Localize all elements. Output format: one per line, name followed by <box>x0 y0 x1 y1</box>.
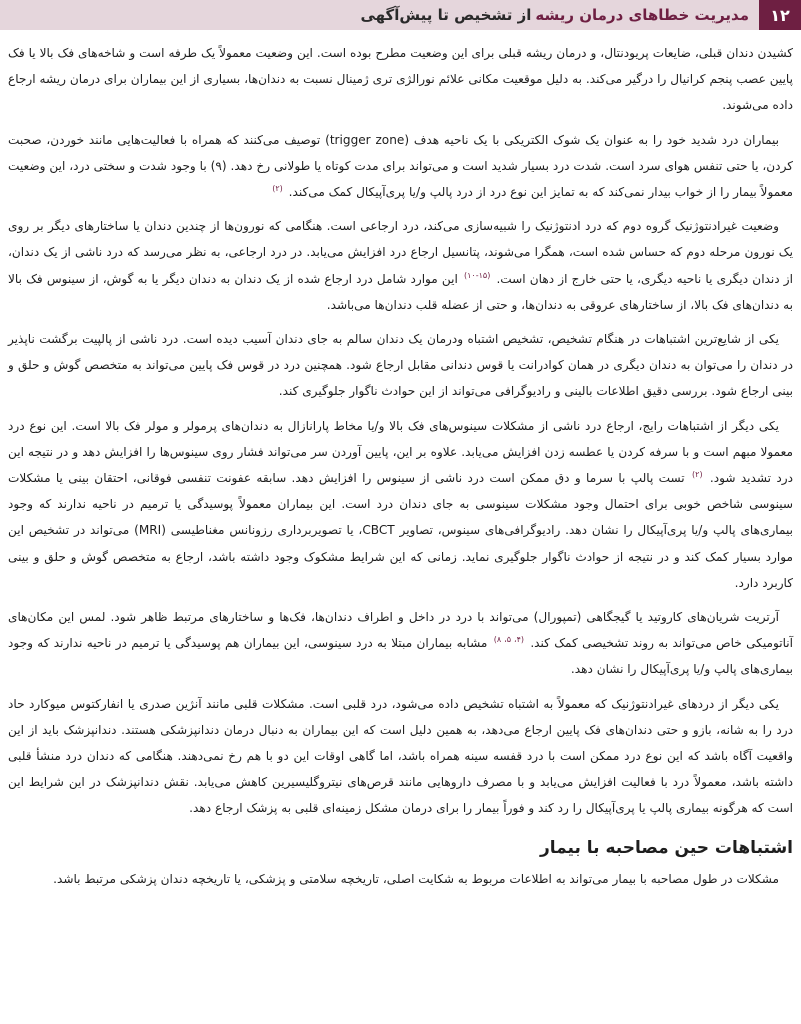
paragraph-text: یکی دیگر از اشتباهات رایج، ارجاع درد ناشی از مشکلات سینوس‌های فک بالا و/یا مخاط پارانازال به دندان‌های پرمولر و مولر فک بالا است. این نوع درد معمولا مبهم است و با سرفه کردن یا عطسه زدن افزایش می‌یابد. علاوه بر این، پایین آوردن سر می‌تواند فشار روی سینوس‌ها را افزایش دهد و در نتیجه این درد تشدید شود. <box>8 418 793 486</box>
citation: (۲) <box>692 470 703 480</box>
paragraph-text: بیماران درد شدید خود را به عنوان یک شوک الکتریکی با یک ناحیه هدف (trigger zone) توصیف می‌کنند که همراه با فعالیت‌هایی مانند خوردن، صحبت کردن، یا حتی تنفس هوای سرد است. شدت درد بسیار شدید است و می‌تواند برای مدت کوتاه یا طولانی رخ دهد. (۹) با وجود شدت و سختی درد، این وضعیت معمولاً بیمار را از خواب بیدار نمی‌کند که به تمایز این نوع درد از درد پالپ و/یا پری‌آپیکال کمک می‌کند. <box>8 132 794 200</box>
paragraph-text: وضعیت غیرادنتوژنیک گروه دوم که درد ادنتوژنیک را شبیه‌سازی می‌کند، درد ارجاعی است. هنگامی که نورون‌ها از چندین دندان یا ساختارهای دیگر بر روی یک نورون مرحله دوم که حساس شده است، همگرا می‌شوند، پتانسیل ارجاع درد افزایش می‌یابد. در درد ارجاعی، به نظر می‌رسد که درد ناشی از یک دندان، از دندان دیگری یا ناحیه دیگری، یا حتی خارج از دهان است. <box>8 219 793 286</box>
citation: (۱۵-۱۰) <box>463 270 491 280</box>
paragraph-6 <box>8 604 793 683</box>
paragraph-text: مشکلات در طول مصاحبه با بیمار می‌تواند به اطلاعات مربوط به شکایت اصلی، تاریخچه سلامتی و پزشکی، یا تاریخچه دندان پزشکی مرتبط باشد. <box>53 871 779 886</box>
section-heading: اشتباهات حین مصاحبه با بیمار <box>539 837 793 858</box>
paragraph-text-cont: این موارد شامل درد ارجاع شده از یک دندان به دندان دیگر یا به گوش، از سینوس فک بالا به دندان‌های فک بالا، از ساختارهای عروقی به دندان‌ها، و حتی از عضله قلب دندان‌ها می‌باشد. <box>8 271 793 312</box>
paragraph-text: کشیدن دندان قبلی، ضایعات پریودنتال، و درمان ریشه قبلی برای این وضعیت مطرح بوده است. این وضعیت معمولاً یک طرفه است و شاخه‌های فک بالا یا فک پایین عصب پنجم کرانیال را درگیر می‌کند. به دلیل موقعیت مکانی علائم نورالژی تری ژمینال نسبت به دندان‌ها، بسیاری از این بیماران برای درمان ریشه ارجاع داده می‌شوند. <box>8 46 793 113</box>
running-title-highlight: مدیریت خطاهای درمان ریشه <box>535 6 749 24</box>
running-title-rest: از تشخیص تا پیش‌آگهی <box>360 6 532 24</box>
running-title <box>0 0 759 30</box>
paragraph-1 <box>8 40 793 119</box>
paragraph-text-cont: مشابه بیماران مبتلا به درد سینوسی، این بیماران هم پوسیدگی یا ترمیم در ناحیه ندارند که وجود بیماری‌های پالپ و/یا پری‌آپیکال را نشان دهد. <box>8 636 793 677</box>
page-body <box>8 40 793 900</box>
paragraph-text: یکی از شایع‌ترین اشتباهات در هنگام تشخیص، تشخیص اشتباه ودرمان یک دندان سالم به جای دندان آسیب دیده است. درد ناشی از پالپیت برگشت ناپذیر در دندان را می‌توان به دندان دیگری در همان کوادرانت یا قوس دندانی مقابل ارجاع شود. همچنین درد در قوس فک پایین می‌تواند به متخصص گوش و حلق و بینی ارجاع شود. بررسی دقیق اطلاعات بالینی و رادیوگرافی می‌تواند از این حوادث ناگوار جلوگیری کند. <box>8 332 793 399</box>
paragraph-3 <box>8 213 793 318</box>
paragraph-text-cont: تست پالپ با سرما و دق ممکن است درد ناشی از سینوس را افزایش دهد. سابقه عفونت تنفسی فوقانی، احتقان بینی یا مشکلات سینوسی شاخص خوبی برای احتمال وجود مشکلات سینوسی به جای دندان درد است. این بیماران معمولاً پوسیدگی یا ترمیم در ناحیه ندارند که وجود بیماری‌های پالپ و/یا پری‌آپیکال را نشان دهد. رادیوگرافی‌های سینوس، تصاویر CBCT، یا تصویربرداری رزونانس مغناطیسی (MRI) می‌تواند در تشخیص این موارد بسیار کمک کند و در نتیجه از حوادث ناگوار جلوگیری نماید. زمانی که این شرایط مشکوک وجود داشته باشد، ارجاع به متخصص گوش و حلق و بینی کاربرد دارد. <box>8 471 793 590</box>
paragraph-5 <box>8 413 793 596</box>
paragraph-text: یکی دیگر از دردهای غیرادنتوژنیک که معمولاً به اشتباه تشخیص داده می‌شود، درد قلبی است. مشکلات قلبی مانند آنژین صدری یا انفارکتوس میوکارد حاد درد را به شانه، بازو و حتی دندان‌های فک پایین ارجاع می‌دهد، به همین دلیل است که این بیماران به دنبال درمان دندانپزشکی هستند. دندانپزشک باید از این واقعیت آگاه باشد که این نوع درد ممکن است با درد قفسه سینه همراه باشد، اما گاهی اوقات این دو با هم رخ نمی‌دهند. هنگامی که دندان درد منشأ قلبی داشته باشد، معمولاً درد با فعالیت افزایش می‌یابد و با مصرف داروهایی مانند قرص‌های نیتروگلیسیرین کاهش می‌یابد. نقش دندانپزشک در این شرایط این است که هرگونه بیماری پالپ یا پری‌آپیکال را رد کند و فوراً بیمار را برای درمان مشکل زمینه‌ای قلبی به پزشک ارجاع دهد. <box>8 696 793 816</box>
citation: (۴، ۵، ۸) <box>493 635 525 645</box>
paragraph-text: آرتریت شریان‌های کاروتید یا گیجگاهی (تمپورال) می‌تواند با درد در داخل و اطراف دندان‌ها، فک‌ها و ساختارهای مرتبط ظاهر شود. لمس این مکان‌های آناتومیکی خاص می‌تواند به روند تشخیصی کمک کند. <box>8 610 793 651</box>
citation: (۲) <box>272 183 283 193</box>
section-paragraph <box>8 866 793 892</box>
page-number: ۱۲ <box>759 0 801 30</box>
paragraph-7 <box>8 691 793 822</box>
paragraph-2 <box>8 127 793 206</box>
paragraph-4 <box>8 326 793 405</box>
page-header <box>0 0 801 30</box>
